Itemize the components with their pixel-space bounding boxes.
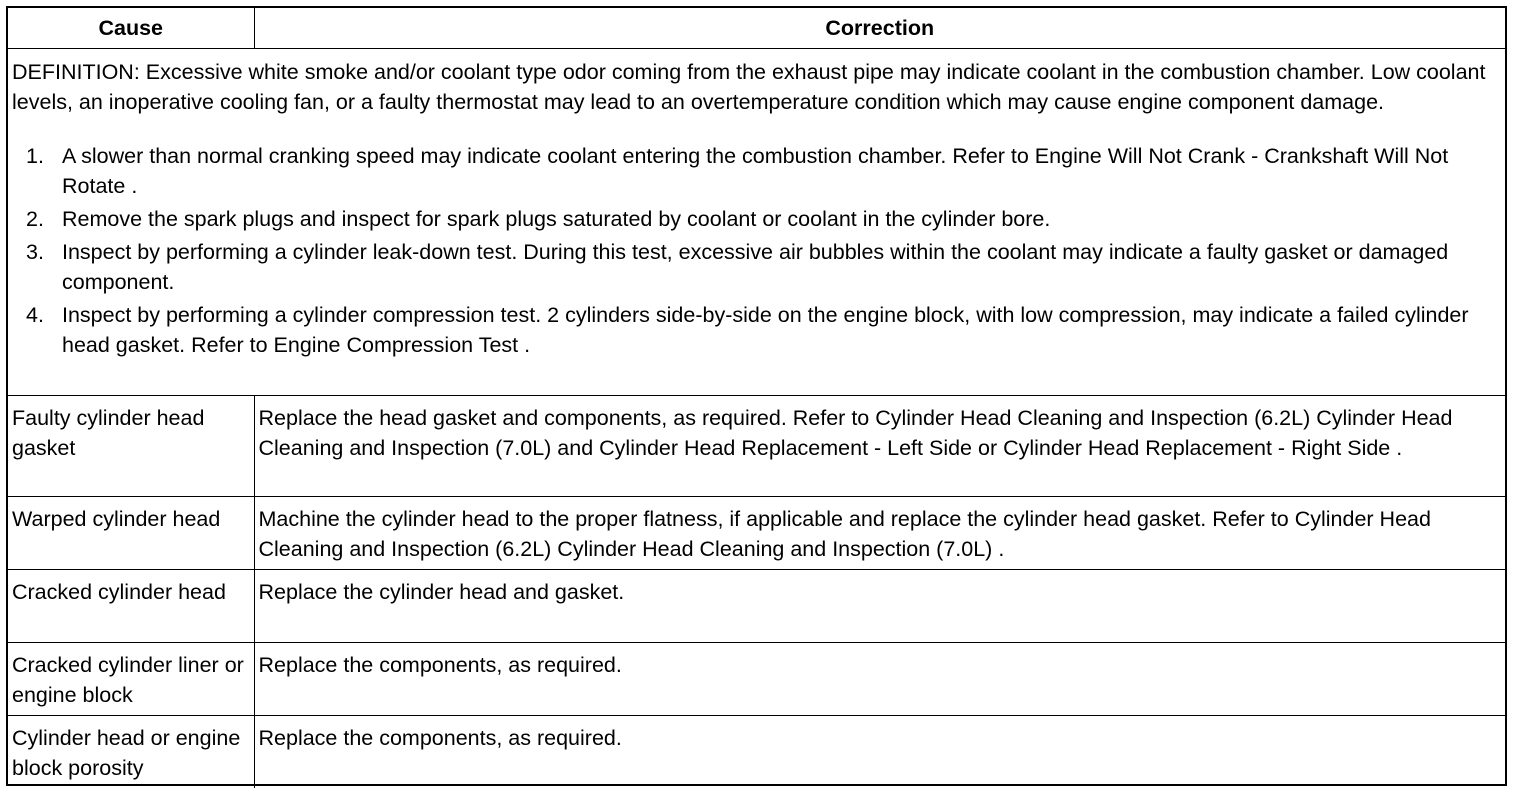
definition-cell	[8, 49, 1505, 396]
step-item	[12, 300, 1501, 360]
table-row	[8, 643, 1505, 716]
step-number: 1.	[26, 144, 44, 168]
diagnostic-table-frame	[6, 6, 1507, 786]
diagnostic-steps-list	[12, 141, 1501, 360]
definition-row	[8, 49, 1505, 396]
table-row	[8, 396, 1505, 497]
table-header-row	[8, 8, 1505, 49]
correction-column-header: Correction	[254, 8, 1505, 49]
correction-cell: Replace the components, as required.	[254, 643, 1505, 716]
cause-cell: Cracked cylinder head	[8, 570, 254, 643]
step-text: Inspect by performing a cylinder leak-down test. During this test, excessive air bubbles within the coolant may indicate a faulty gasket or damaged component.	[62, 240, 1449, 294]
table-row	[8, 497, 1505, 570]
step-item	[12, 237, 1501, 297]
definition-text: DEFINITION: Excessive white smoke and/or coolant type odor coming from the exhaust pipe may indicate coolant in the combustion chamber. Low coolant levels, an inoperative cooling fan, or a faulty thermostat may lead to an overtemperature condition which may cause engine component damage.	[12, 60, 1486, 114]
step-item	[12, 204, 1501, 234]
correction-cell: Replace the head gasket and components, as required. Refer to Cylinder Head Cleaning and Inspection (6.2L) Cylinder Head Cleaning and Inspection (7.0L) and Cylinder Head Replacement - Left Side or Cylinder Head Replacement - Right Side .	[254, 396, 1505, 497]
step-text: Remove the spark plugs and inspect for spark plugs saturated by coolant or coolant in the cylinder bore.	[62, 207, 1051, 231]
correction-cell: Replace the components, as required.	[254, 716, 1505, 789]
step-number: 2.	[26, 207, 44, 231]
step-item	[12, 141, 1501, 201]
table-row	[8, 570, 1505, 643]
cause-cell: Cracked cylinder liner or engine block	[8, 643, 254, 716]
step-number: 4.	[26, 303, 44, 327]
step-text: Inspect by performing a cylinder compression test. 2 cylinders side-by-side on the engine block, with low compression, may indicate a failed cylinder head gasket. Refer to Engine Compression Test .	[62, 303, 1469, 357]
cause-column-header: Cause	[8, 8, 254, 49]
cause-cell: Cylinder head or engine block porosity	[8, 716, 254, 789]
table-row	[8, 716, 1505, 789]
cause-cell: Warped cylinder head	[8, 497, 254, 570]
cause-cell: Faulty cylinder head gasket	[8, 396, 254, 497]
correction-cell: Machine the cylinder head to the proper flatness, if applicable and replace the cylinder head gasket. Refer to Cylinder Head Cleaning and Inspection (6.2L) Cylinder Head Cleaning and Inspection (7.0L) .	[254, 497, 1505, 570]
diagnostic-table	[8, 8, 1505, 788]
correction-cell: Replace the cylinder head and gasket.	[254, 570, 1505, 643]
step-text: A slower than normal cranking speed may indicate coolant entering the combustion chamber. Refer to Engine Will Not Crank - Crankshaft Will Not Rotate .	[62, 144, 1449, 198]
step-number: 3.	[26, 240, 44, 264]
